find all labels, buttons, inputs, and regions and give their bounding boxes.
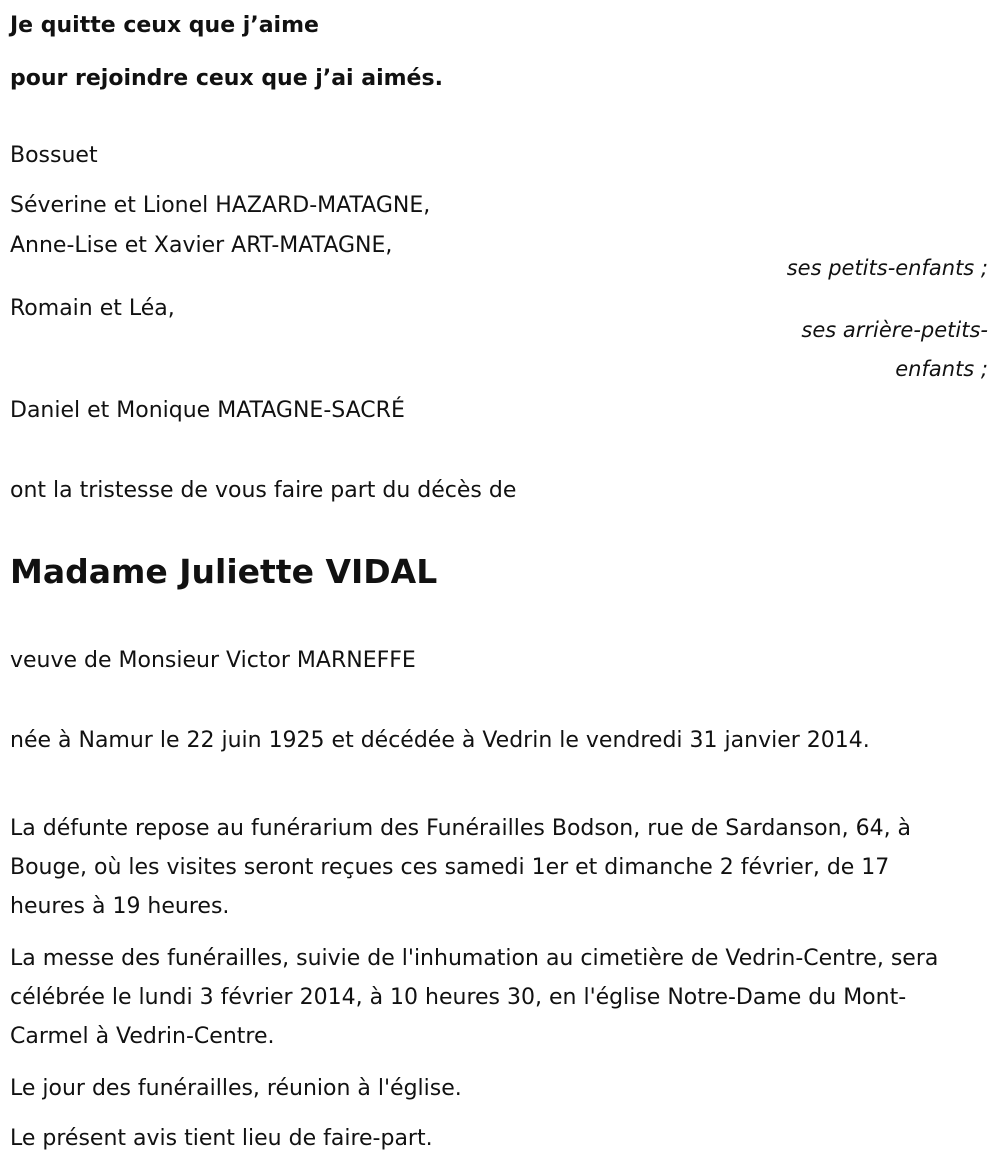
deceased-name: Madame Juliette VIDAL bbox=[10, 552, 438, 591]
grandchild-entry: Séverine et Lionel HAZARD-MATAGNE, bbox=[10, 193, 431, 218]
grandchildren-label: ses petits-enfants ; bbox=[786, 256, 988, 280]
widow-of: veuve de Monsieur Victor MARNEFFE bbox=[10, 648, 416, 673]
great-grandchildren-label: ses arrière-petits-enfants ; bbox=[801, 318, 988, 381]
grandchildren-list bbox=[10, 186, 430, 266]
notice-paragraph: Le présent avis tient lieu de faire-part. bbox=[10, 1126, 433, 1151]
visitation-paragraph: La défunte repose au funérarium des Funérailles Bodson, rue de Sardanson, 64, à Bouge, où les visites seront reçues ces samedi 1er et dimanche 2 février, de 17 heures à 19 heures. bbox=[10, 816, 912, 919]
birth-death-paragraph: née à Namur le 22 juin 1925 et décédée à Vedrin le vendredi 31 janvier 2014. bbox=[10, 728, 870, 753]
meeting-paragraph: Le jour des funérailles, réunion à l'église. bbox=[10, 1076, 462, 1101]
great-grandchildren: Romain et Léa, bbox=[10, 296, 175, 321]
quote-line-1: Je quitte ceux que j’aime bbox=[10, 13, 319, 38]
grandchild-entry: Anne-Lise et Xavier ART-MATAGNE, bbox=[10, 233, 393, 258]
announcement: ont la tristesse de vous faire part du décès de bbox=[10, 478, 517, 503]
quote-author: Bossuet bbox=[10, 143, 98, 168]
other-family: Daniel et Monique MATAGNE-SACRÉ bbox=[10, 398, 405, 423]
funeral-mass-paragraph: La messe des funérailles, suivie de l'inhumation au cimetière de Vedrin-Centre, sera célébrée le lundi 3 février 2014, à 10 heures 30, en l'église Notre-Dame du Mont-Carmel à Vedrin-Centre. bbox=[10, 946, 939, 1049]
quote-line-2: pour rejoindre ceux que j’ai aimés. bbox=[10, 66, 443, 91]
